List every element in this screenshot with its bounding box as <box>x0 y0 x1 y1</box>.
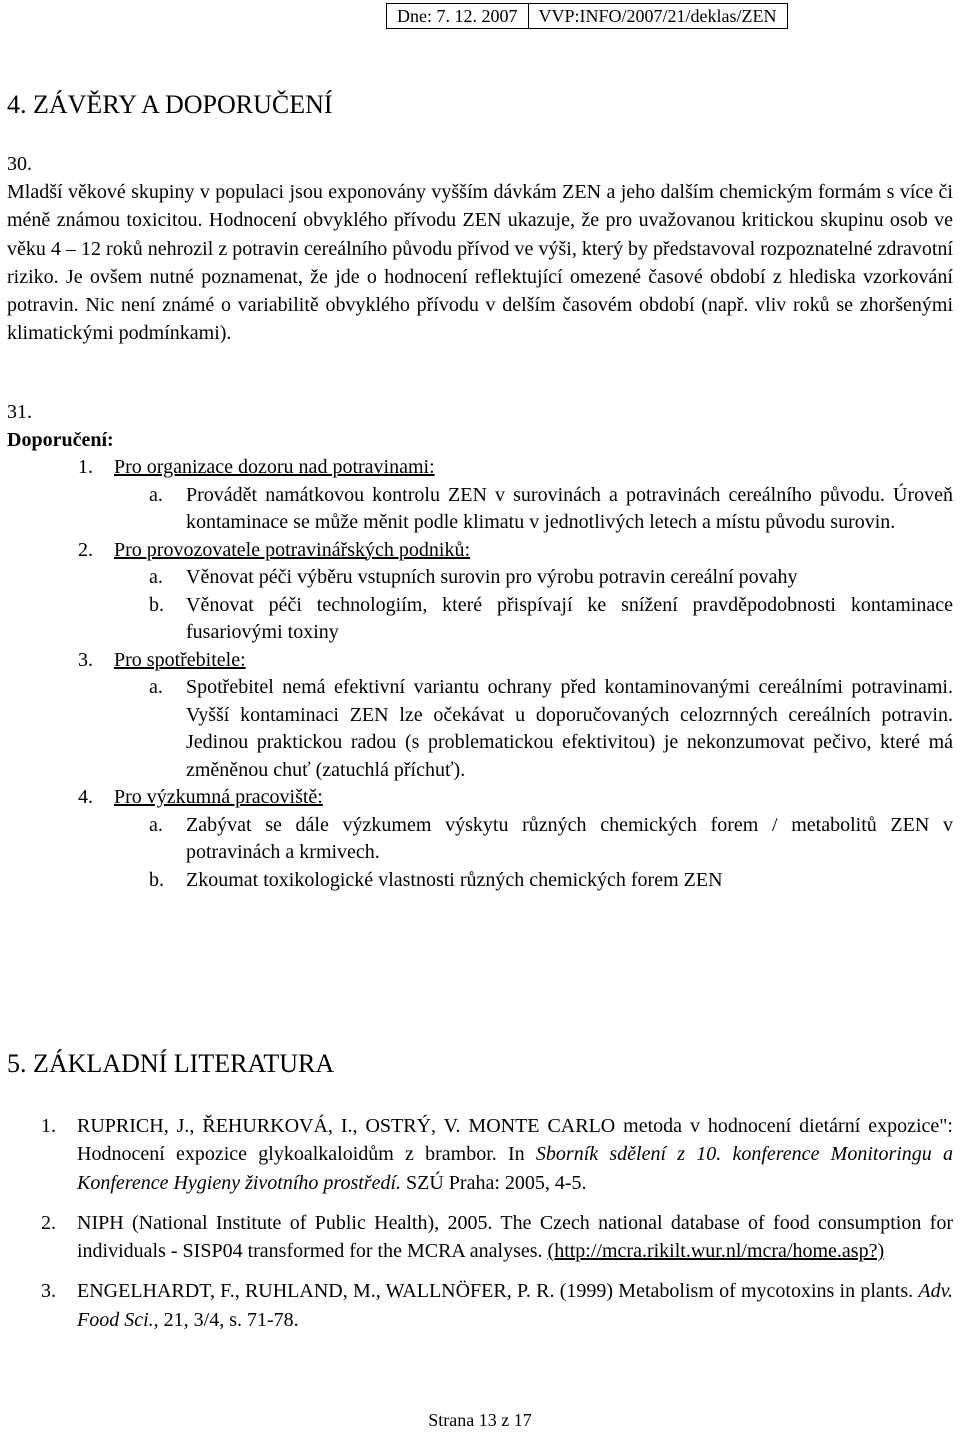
item-number: 1. <box>78 456 93 478</box>
reference-item <box>7 1277 953 1334</box>
reference-item <box>7 1112 953 1197</box>
reference-item <box>7 1209 953 1266</box>
item-title: Pro výzkumná pracoviště: <box>114 786 323 808</box>
header-date: Dne: 7. 12. 2007 <box>387 4 529 28</box>
reference-source: Sborník sdělení z 10. konference Monitoringu a Konference Hygieny životního prostředí. <box>77 1143 954 1194</box>
item-number: 3. <box>78 648 93 671</box>
recommendation-subitem <box>7 564 953 592</box>
reference-text: NIPH (National Institute of Public Health), 2005. The Czech national database of food consumption for individuals - SISP04 transformed for the MCRA analyses. <box>77 1211 953 1263</box>
recommendations-title: Doporučení: <box>7 429 114 451</box>
item-title: Pro organizace dozoru nad potravinami: <box>114 456 435 478</box>
item-title: Pro spotřebitele: <box>114 648 246 671</box>
subitem-letter: b. <box>149 868 164 891</box>
header-reference: VVP:INFO/2007/21/deklas/ZEN <box>538 6 777 26</box>
item-number: 4. <box>78 786 93 808</box>
paragraph-30-number: 30. <box>7 153 32 175</box>
paragraph-30-text: Mladší věkové skupiny v populaci jsou exponovány vyšším dávkám ZEN a jeho dalším chemickým formám s více či méně známou toxicitou. Hodnocení obvyklého přívodu ZEN ukazuje, že pro uvažovanou kritickou skupinu osob ve věku 4 – 12 roků nehrozil z potravin cereálního původu přívod ve výši, který by představoval rozpoznatelné zdravotní riziko. Je ovšem nutné poznamenat, že jde o hodnocení reflektující omezené časové období z hlediska vzorkování potravin. Nic není známé o variabilitě obvyklého přívodu v delším časovém období (např. vliv roků se zhoršenými klimatickými podmínkami). <box>7 181 953 345</box>
subitem-text: Provádět namátkovou kontrolu ZEN v surovinách a potravinách cereálního původu. Úroveň kontaminace se může měnit podle klimatu v jednotlivých letech a místu původu surovin. <box>186 483 953 533</box>
document-header <box>386 3 788 29</box>
recommendation-subitem <box>7 674 953 784</box>
section-5-heading: 5. ZÁKLADNÍ LITERATURA <box>7 1049 335 1078</box>
recommendation-item <box>7 537 953 565</box>
reference-number: 2. <box>41 1211 56 1234</box>
subitem-text: Zabývat se dále výzkumem výskytu různých chemických forem / metabolitů ZEN v potravinách a krmivech. <box>186 813 953 863</box>
recommendation-subitem <box>7 812 953 867</box>
reference-text: RUPRICH, J., ŘEHURKOVÁ, I., OSTRÝ, V. MONTE CARLO metoda v hodnocení dietární expozice": Hodnocení expozice glykoalkaloidům z brambor. In <box>77 1115 953 1166</box>
item-title: Pro provozovatele potravinářských podniků: <box>114 538 471 561</box>
subitem-text: Věnovat péči výběru vstupních surovin pro výrobu potravin cereální povahy <box>186 566 798 588</box>
subitem-letter: a. <box>149 483 163 506</box>
recommendation-subitem <box>7 482 953 537</box>
subitem-text: Zkoumat toxikologické vlastnosti různých chemických forem ZEN <box>186 868 723 891</box>
reference-publication: SZÚ Praha: 2005, 4-5. <box>401 1171 587 1194</box>
subitem-text: Věnovat péči technologiím, které přispívají ke snížení pravděpodobnosti kontaminace fusariovými toxiny <box>186 593 953 643</box>
paragraph-31-number: 31. <box>7 401 32 423</box>
section-4-heading: 4. ZÁVĚRY A DOPORUČENÍ <box>7 90 333 119</box>
recommendation-item <box>7 784 953 812</box>
recommendation-item <box>7 454 953 482</box>
reference-link[interactable]: (http://mcra.rikilt.wur.nl/mcra/home.asp?) <box>547 1240 885 1263</box>
subitem-letter: a. <box>149 676 163 698</box>
recommendation-subitem <box>7 592 953 647</box>
reference-number: 3. <box>41 1280 56 1303</box>
item-number: 2. <box>78 538 93 561</box>
subitem-text: Spotřebitel nemá efektivní variantu ochrany před kontaminovanými cereálními potravinami. Vyšší kontaminaci ZEN lze očekávat u doporučovaných celozrnných cereálních potravin. Jedinou praktickou radou (s problematickou efektivitou) je nekonzumovat pečivo, které má změněnou chuť (zatuchlá příchuť). <box>186 676 953 781</box>
reference-journal: Adv. Food Sci. <box>77 1280 953 1331</box>
reference-number: 1. <box>41 1115 56 1137</box>
recommendation-item <box>7 647 953 675</box>
subitem-letter: b. <box>149 593 164 616</box>
reference-text: ENGELHARDT, F., RUHLAND, M., WALLNÖFER, P. R. (1999) Metabolism of mycotoxins in plants. <box>77 1280 919 1303</box>
recommendation-subitem <box>7 867 953 895</box>
reference-publication: , 21, 3/4, s. 71-78. <box>153 1308 299 1331</box>
recommendations <box>7 426 953 894</box>
reference-list <box>7 1112 953 1346</box>
subitem-letter: a. <box>149 566 163 588</box>
subitem-letter: a. <box>149 813 163 836</box>
page-number: Strana 13 z 17 <box>428 1410 532 1430</box>
